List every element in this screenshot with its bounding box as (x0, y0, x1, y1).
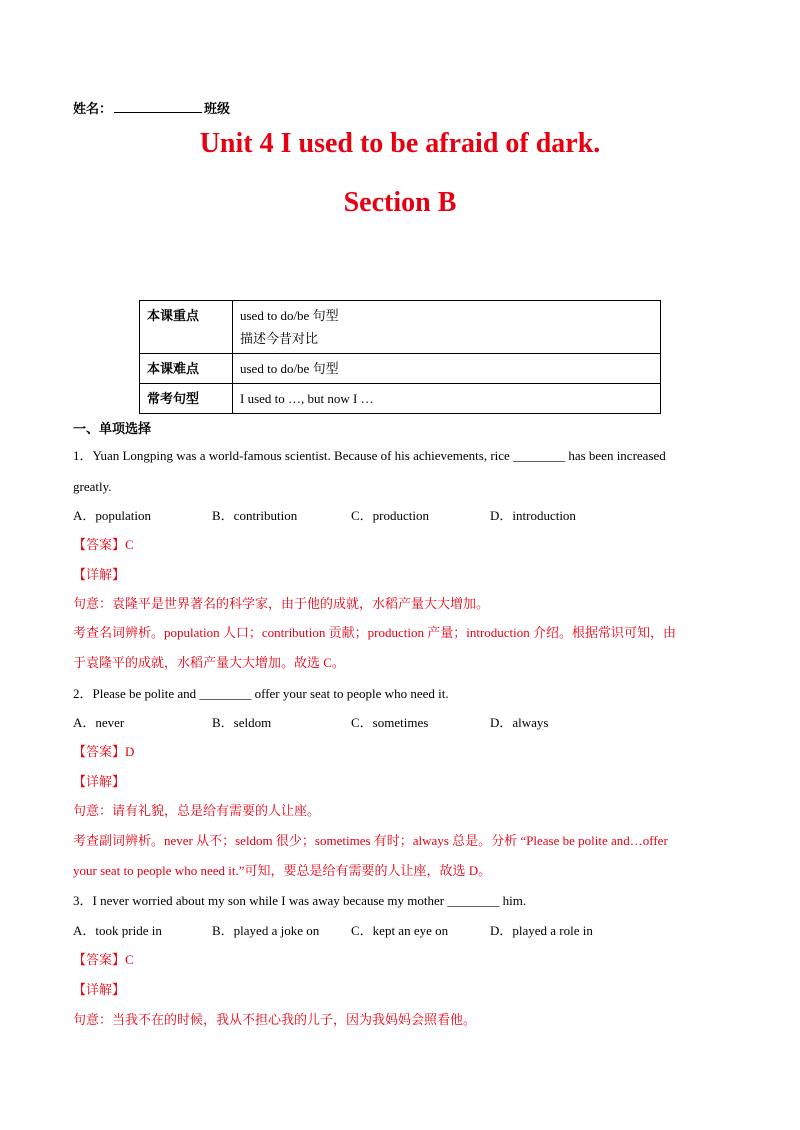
key-points-content (233, 301, 661, 354)
student-name-line (73, 98, 230, 117)
question-2-option-a[interactable]: A．never (73, 715, 125, 730)
question-1-option-d[interactable]: D．introduction (490, 508, 576, 523)
class-label: 班级 (204, 101, 231, 116)
table-cell-line: 描述今昔对比 (240, 331, 319, 346)
question-2-option-d[interactable]: D．always (490, 715, 549, 730)
common-patterns-label: 常考句型 (140, 384, 233, 414)
question-1-explain-line: 句意：袁隆平是世界著名的科学家，由于他的成就，水稻产量大大增加。 (73, 596, 490, 611)
question-2-option-b[interactable]: B．seldom (212, 715, 272, 730)
question-2-explain-line: 考查副词辨析。never 从不；seldom 很少；sometimes 有时；always 总是。分析 “Please be polite and…offer (73, 833, 668, 848)
question-2-option-c[interactable]: C．sometimes (351, 715, 429, 730)
question-3-answer: 【答案】C (73, 952, 134, 967)
question-1-stem: 1．Yuan Longping was a world-famous scientist. Because of his achievements, rice ________ has been increased (73, 448, 666, 463)
question-2-explain-line: your seat to people who need it.”可知，要总是给有需要的人让座，故选 D。 (73, 863, 492, 878)
question-2-detail-label: 【详解】 (73, 774, 126, 789)
lesson-info-table (139, 300, 661, 414)
question-3-explain-line: 句意：当我不在的时候，我从不担心我的儿子，因为我妈妈会照看他。 (73, 1012, 477, 1027)
name-label: 姓名： (73, 101, 113, 116)
question-1-option-a[interactable]: A．population (73, 508, 151, 523)
table-row (140, 384, 661, 414)
question-3-detail-label: 【详解】 (73, 982, 126, 997)
question-1-stem-cont: greatly. (73, 479, 112, 494)
question-3-option-b[interactable]: B．played a joke on (212, 923, 320, 938)
table-row (140, 301, 661, 354)
table-cell-line: used to do/be 句型 (240, 361, 339, 376)
question-1-option-b[interactable]: B．contribution (212, 508, 298, 523)
question-1-answer: 【答案】C (73, 537, 134, 552)
key-points-label: 本课重点 (140, 301, 233, 354)
unit-title: Unit 4 I used to be afraid of dark. (199, 128, 601, 159)
question-3-option-a[interactable]: A．took pride in (73, 923, 162, 938)
question-3-option-c[interactable]: C．kept an eye on (351, 923, 449, 938)
question-2-explain-line: 句意：请有礼貌，总是给有需要的人让座。 (73, 803, 321, 818)
question-3-stem: 3．I never worried about my son while I was away because my mother ________ him. (73, 893, 527, 908)
table-cell-line: used to do/be 句型 (240, 308, 339, 323)
question-2-stem: 2．Please be polite and ________ offer your seat to people who need it. (73, 686, 449, 701)
table-row (140, 354, 661, 384)
difficult-points-content (233, 354, 661, 384)
question-2-answer: 【答案】D (73, 744, 135, 759)
difficult-points-label: 本课难点 (140, 354, 233, 384)
question-1-detail-label: 【详解】 (73, 567, 126, 582)
question-1-explain-line: 考查名词辨析。population 人口；contribution 贡献；production 产量；introduction 介绍。根据常识可知，由 (73, 625, 677, 640)
question-1-explain-line: 于袁隆平的成就，水稻产量大大增加。故选 C。 (73, 655, 345, 670)
name-blank[interactable] (114, 100, 202, 113)
section-heading: 一、单项选择 (73, 421, 152, 436)
table-cell-line: I used to …, but now I … (240, 391, 374, 406)
question-1-option-c[interactable]: C．production (351, 508, 429, 523)
section-title: Section B (343, 187, 457, 218)
question-3-option-d[interactable]: D．played a role in (490, 923, 593, 938)
common-patterns-content (233, 384, 661, 414)
